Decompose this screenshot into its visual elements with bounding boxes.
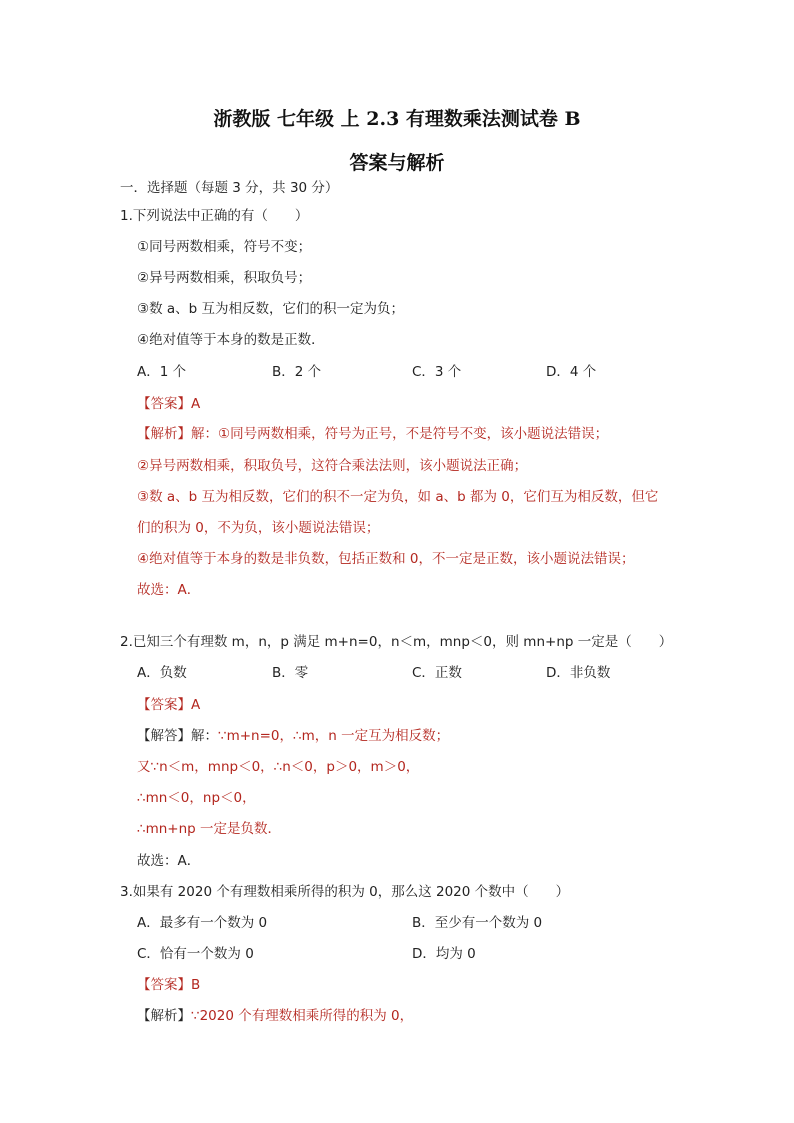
q1-statement-1: ①同号两数相乘，符号不变； xyxy=(137,239,312,255)
q2-option-b: B．零 xyxy=(272,665,309,681)
q1-statement-2: ②异号两数相乘，积取负号； xyxy=(137,270,312,286)
q1-analysis-line-1: ①同号两数相乘，符号为正号，不是符号不变，该小题说法错误； xyxy=(218,426,609,442)
q1-statement-3: ③数 a、b 互为相反数，它们的积一定为负； xyxy=(137,301,405,317)
q3-stem: 3.如果有 2020 个有理数相乘所得的积为 0，那么这 2020 个数中（ ） xyxy=(120,884,570,900)
q1-option-c: C．3 个 xyxy=(412,364,462,380)
q3-analysis xyxy=(137,1006,413,1026)
q1-analysis-line-3: ③数 a、b 互为相反数，它们的积不一定为负，如 a、b 都为 0，它们互为相反数，但它 xyxy=(137,489,659,505)
q2-analysis-line-2: 又∵n＜m，mnp＜0，∴n＜0，p＞0，m＞0， xyxy=(137,759,420,775)
q2-choice: 故选：A． xyxy=(137,853,201,869)
document-subtitle: 答案与解析 xyxy=(349,152,445,174)
q3-option-d: D．均为 0 xyxy=(412,946,476,962)
q2-analysis-line-4: ∴mn+np 一定是负数． xyxy=(137,821,282,837)
q2-analysis xyxy=(137,726,449,746)
q2-answer: 【答案】A xyxy=(137,697,201,713)
q1-choice: 故选：A． xyxy=(137,582,201,598)
q1-stem: 1.下列说法中正确的有（ ） xyxy=(120,208,309,224)
q2-option-a: A．负数 xyxy=(137,665,187,681)
q3-analysis-line-1: ∵2020 个有理数相乘所得的积为 0， xyxy=(191,1008,414,1024)
q3-analysis-label: 【解析】 xyxy=(137,1008,191,1024)
q2-analysis-label: 【解答】解： xyxy=(137,728,218,744)
q2-option-c: C．正数 xyxy=(412,665,462,681)
q1-option-a: A．1 个 xyxy=(137,364,187,380)
q3-option-b: B．至少有一个数为 0 xyxy=(412,915,543,931)
q3-option-c: C．恰有一个数为 0 xyxy=(137,946,254,962)
q1-analysis-line-3b: 们的积为 0，不为负，该小题说法错误； xyxy=(137,520,380,536)
q1-analysis-line-4: ④绝对值等于本身的数是非负数，包括正数和 0，不一定是正数，该小题说法错误； xyxy=(137,551,635,567)
q1-option-b: B．2 个 xyxy=(272,364,322,380)
q1-answer: 【答案】A xyxy=(137,396,201,412)
q3-option-a: A．最多有一个数为 0 xyxy=(137,915,268,931)
q2-option-d: D．非负数 xyxy=(546,665,611,681)
section-heading: 一．选择题（每题 3 分，共 30 分） xyxy=(120,180,339,196)
q2-stem: 2.已知三个有理数 m，n，p 满足 m+n=0，n＜m，mnp＜0，则 mn+np 一定是（ ） xyxy=(120,634,673,650)
document-title: 浙教版 七年级 上 2.3 有理数乘法测试卷 B xyxy=(213,108,581,130)
q3-answer: 【答案】B xyxy=(137,977,201,993)
q2-analysis-line-1: ∵m+n=0，∴m，n 一定互为相反数； xyxy=(218,728,450,744)
q1-analysis-label: 【解析】解： xyxy=(137,426,218,442)
q1-analysis-line-2: ②异号两数相乘，积取负号，这符合乘法法则，该小题说法正确； xyxy=(137,458,528,474)
q1-analysis xyxy=(137,424,608,444)
q1-option-d: D．4 个 xyxy=(546,364,597,380)
q1-statement-4: ④绝对值等于本身的数是正数． xyxy=(137,332,325,348)
q2-analysis-line-3: ∴mn＜0，np＜0， xyxy=(137,790,256,806)
